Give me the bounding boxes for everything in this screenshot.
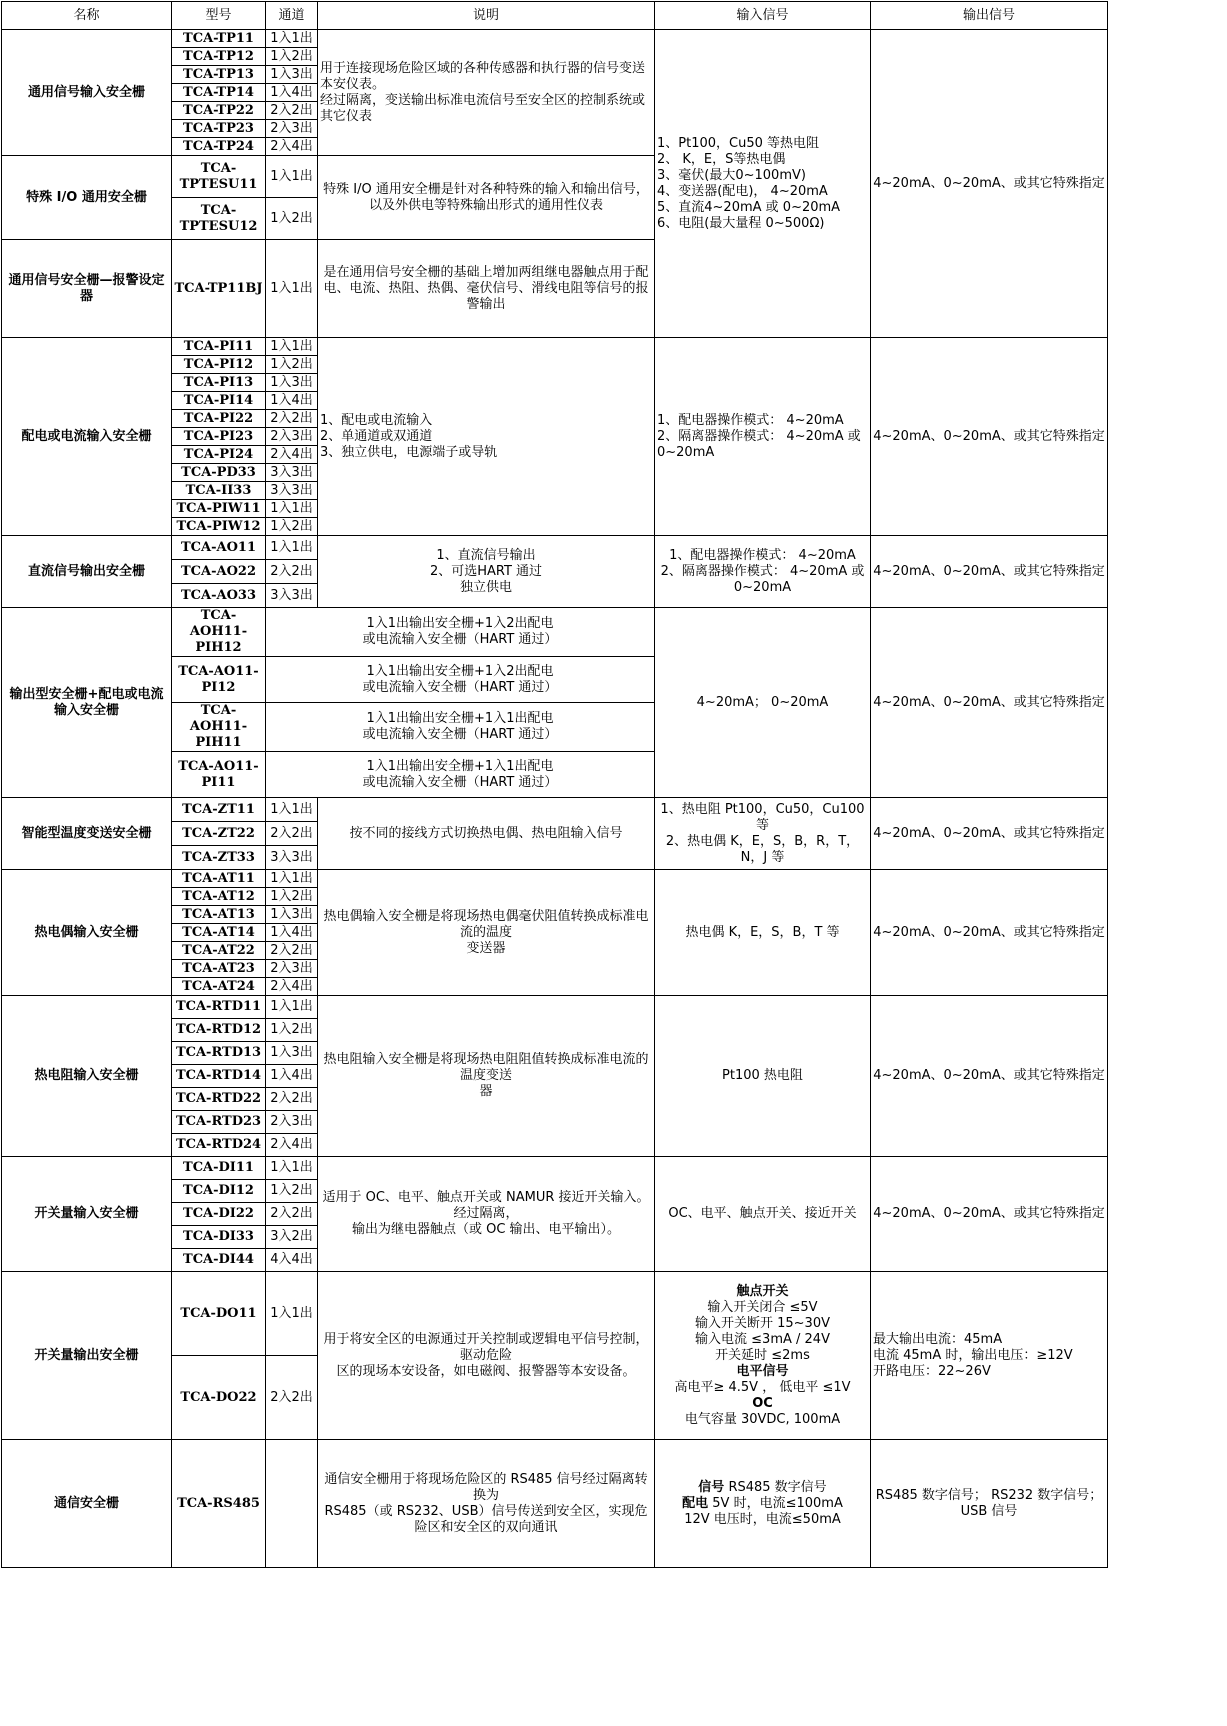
input-heading: 电平信号 [736,1363,789,1379]
table-row [2,870,1108,888]
input-heading: OC [752,1395,773,1411]
input-signal-cell: 1、配电器操作模式： 4~20mA 2、隔离器操作模式： 4~20mA 或 0~20mA [655,338,871,536]
channel-cell: 1入2出 [266,48,318,66]
channel-cell: 1入3出 [266,66,318,84]
model-cell: TCA-ZT11 [172,798,266,822]
model-cell: TCA-RTD24 [172,1134,266,1157]
input-text: 电气容量 30VDC, 100mA [684,1411,841,1427]
input-heading: 配电 [682,1495,709,1511]
model-cell: TCA-AO11- PI11 [172,752,266,798]
input-signal-cell: 1、Pt100，Cu50 等热电阻 2、 K，E，S等热电偶 3、毫伏(最大0~100mV) 4、变送器(配电)， 4~20mA 5、直流4~20mA 或 0~20mA 6、电阻(最大量程 0~500Ω) [655,30,871,338]
channel-cell: 1入2出 [266,1019,318,1042]
model-cell: TCA-DI22 [172,1203,266,1226]
header-name: 名称 [2,2,172,30]
model-cell: TCA-DI33 [172,1226,266,1249]
description-cell: 1入1出输出安全栅+1入1出配电 或电流输入安全栅（HART 通过） [266,703,655,752]
channel-cell: 4入4出 [266,1249,318,1272]
model-cell: TCA-AT13 [172,906,266,924]
channel-cell: 2入2出 [266,942,318,960]
channel-cell: 2入2出 [266,1088,318,1111]
output-signal-cell: 4~20mA、0~20mA、或其它特殊指定 [871,1157,1108,1272]
channel-cell: 2入2出 [266,1356,318,1440]
input-text: RS485 数字信号 [724,1479,827,1495]
input-text: 高电平≥ 4.5V ， 低电平 ≤1V [674,1379,851,1395]
model-cell: TCA-RTD11 [172,996,266,1019]
model-cell: TCA-PI22 [172,410,266,428]
channel-cell: 1入1出 [266,500,318,518]
channel-cell: 1入4出 [266,924,318,942]
table-row [2,1440,1108,1568]
description-cell: 是在通用信号安全栅的基础上增加两组继电器触点用于配电、电流、热阻、热偶、毫伏信号、滑线电阻等信号的报警输出 [318,240,655,338]
model-cell: TCA-DO11 [172,1272,266,1356]
model-cell: TCA-PI14 [172,392,266,410]
model-cell: TCA-RTD14 [172,1065,266,1088]
model-cell: TCA-AO22 [172,560,266,584]
input-signal-cell: 热电偶 K，E，S，B，T 等 [655,870,871,996]
channel-cell: 1入4出 [266,392,318,410]
channel-cell: 1入3出 [266,374,318,392]
description-cell: 1、配电或电流输入 2、单通道或双通道 3、独立供电，电源端子或导轨 [318,338,655,536]
input-signal-cell [655,1440,871,1568]
input-text: 5V 时，电流≤100mA 12V 电压时，电流≤50mA [684,1495,843,1527]
output-signal-cell: 4~20mA、0~20mA、或其它特殊指定 [871,996,1108,1157]
channel-cell: 2入2出 [266,102,318,120]
input-text: 输入开关闭合 ≤5V 输入开关断开 15~30V 输入电流 ≤3mA / 24V 开关延时 ≤2ms [694,1299,830,1363]
output-signal-cell: 4~20mA、0~20mA、或其它特殊指定 [871,798,1108,870]
channel-cell: 1入2出 [266,356,318,374]
model-cell: TCA-PD33 [172,464,266,482]
model-cell: TCA- TPTESU11 [172,156,266,198]
model-cell: TCA-AO11 [172,536,266,560]
model-cell: TCA-ZT22 [172,822,266,846]
channel-cell: 1入3出 [266,1042,318,1065]
model-cell: TCA-TP13 [172,66,266,84]
description-cell: 用于连接现场危险区域的各种传感器和执行器的信号变送本安仪表。 经过隔离，变送输出标准电流信号至安全区的控制系统或其它仪表 [318,30,655,156]
channel-cell: 1入1出 [266,996,318,1019]
table-row [2,608,1108,657]
model-cell: TCA-AT11 [172,870,266,888]
description-cell: 热电阻输入安全栅是将现场热电阻阻值转换成标准电流的温度变送 器 [318,996,655,1157]
description-cell: 按不同的接线方式切换热电偶、热电阻输入信号 [318,798,655,870]
group-name: 特殊 I/O 通用安全栅 [2,156,172,240]
input-signal-cell: 1、配电器操作模式： 4~20mA 2、隔离器操作模式： 4~20mA 或 0~20mA [655,536,871,608]
channel-cell: 2入2出 [266,822,318,846]
description-cell: 1、直流信号输出 2、可选HART 通过 独立供电 [318,536,655,608]
model-cell: TCA-TP11BJ [172,240,266,338]
input-heading: 信号 [698,1479,725,1495]
channel-cell: 1入1出 [266,1157,318,1180]
header-row [2,2,1108,30]
channel-cell: 2入4出 [266,978,318,996]
model-cell: TCA-II33 [172,482,266,500]
channel-cell: 3入2出 [266,1226,318,1249]
input-signal-cell: OC、电平、触点开关、接近开关 [655,1157,871,1272]
channel-cell: 1入2出 [266,1180,318,1203]
channel-cell: 2入4出 [266,138,318,156]
channel-cell: 1入4出 [266,1065,318,1088]
output-signal-cell: 4~20mA、0~20mA、或其它特殊指定 [871,338,1108,536]
model-cell: TCA-TP23 [172,120,266,138]
description-cell: 1入1出输出安全栅+1入2出配电 或电流输入安全栅（HART 通过） [266,608,655,657]
input-signal-cell: 1、热电阻 Pt100，Cu50，Cu100 等 2、热电偶 K，E，S，B，R，T，N，J 等 [655,798,871,870]
channel-cell: 1入1出 [266,536,318,560]
header-input-signal: 输入信号 [655,2,871,30]
channel-cell: 1入2出 [266,198,318,240]
group-name: 通用信号输入安全栅 [2,30,172,156]
product-table [1,1,1108,1568]
model-cell: TCA-PIW12 [172,518,266,536]
model-cell: TCA-AOH11- PIH12 [172,608,266,657]
channel-cell: 3入3出 [266,584,318,608]
header-model: 型号 [172,2,266,30]
model-cell: TCA-AOH11- PIH11 [172,703,266,752]
group-name: 配电或电流输入安全栅 [2,338,172,536]
model-cell: TCA- TPTESU12 [172,198,266,240]
model-cell: TCA-DI11 [172,1157,266,1180]
model-cell: TCA-RS485 [172,1440,266,1568]
model-cell: TCA-AT23 [172,960,266,978]
group-name: 输出型安全栅+配电或电流输入安全栅 [2,608,172,798]
channel-cell: 1入1出 [266,30,318,48]
group-name: 智能型温度变送安全栅 [2,798,172,870]
header-channel: 通道 [266,2,318,30]
model-cell: TCA-AT24 [172,978,266,996]
channel-cell: 1入3出 [266,906,318,924]
description-cell: 适用于 OC、电平、触点开关或 NAMUR 接近开关输入。 经过隔离， 输出为继电器触点（或 OC 输出、电平输出）。 [318,1157,655,1272]
model-cell: TCA-RTD13 [172,1042,266,1065]
group-name: 热电阻输入安全栅 [2,996,172,1157]
group-name: 开关量输出安全栅 [2,1272,172,1440]
channel-cell: 1入1出 [266,156,318,198]
model-cell: TCA-PI12 [172,356,266,374]
model-cell: TCA-TP14 [172,84,266,102]
input-heading: 触点开关 [736,1283,789,1299]
model-cell: TCA-RTD12 [172,1019,266,1042]
model-cell: TCA-TP24 [172,138,266,156]
model-cell: TCA-PI24 [172,446,266,464]
model-cell: TCA-DI12 [172,1180,266,1203]
channel-cell: 1入1出 [266,870,318,888]
model-cell: TCA-AO33 [172,584,266,608]
channel-cell [266,1440,318,1568]
model-cell: TCA-AO11- PI12 [172,657,266,703]
channel-cell: 2入4出 [266,446,318,464]
header-output-signal: 输出信号 [871,2,1108,30]
channel-cell: 2入3出 [266,428,318,446]
channel-cell: 1入1出 [266,240,318,338]
group-name: 通信安全栅 [2,1440,172,1568]
channel-cell: 1入1出 [266,798,318,822]
channel-cell: 1入1出 [266,338,318,356]
model-cell: TCA-PI23 [172,428,266,446]
channel-cell: 1入1出 [266,1272,318,1356]
description-cell: 通信安全栅用于将现场危险区的 RS485 信号经过隔离转换为 RS485（或 RS232、USB）信号传送到安全区，实现危险区和安全区的双向通讯 [318,1440,655,1568]
description-cell: 特殊 I/O 通用安全栅是针对各种特殊的输入和输出信号，以及外供电等特殊输出形式的通用性仪表 [318,156,655,240]
table-row [2,996,1108,1019]
table-row [2,338,1108,356]
model-cell: TCA-PI13 [172,374,266,392]
input-signal-cell: Pt100 热电阻 [655,996,871,1157]
channel-cell: 2入3出 [266,1111,318,1134]
channel-cell: 1入2出 [266,518,318,536]
model-cell: TCA-AT22 [172,942,266,960]
model-cell: TCA-ZT33 [172,846,266,870]
group-name: 直流信号输出安全栅 [2,536,172,608]
channel-cell: 1入2出 [266,888,318,906]
group-name: 热电偶输入安全栅 [2,870,172,996]
output-signal-cell: 最大输出电流：45mA 电流 45mA 时，输出电压：≥12V 开路电压：22~26V [871,1272,1108,1440]
table-row [2,1272,1108,1356]
table-row [2,30,1108,48]
channel-cell: 3入3出 [266,846,318,870]
description-cell: 热电偶输入安全栅是将现场热电偶毫伏阻值转换成标准电流的温度 变送器 [318,870,655,996]
model-cell: TCA-DI44 [172,1249,266,1272]
table-row [2,798,1108,822]
header-description: 说明 [318,2,655,30]
model-cell: TCA-PI11 [172,338,266,356]
channel-cell: 3入3出 [266,464,318,482]
channel-cell: 1入4出 [266,84,318,102]
channel-cell: 2入2出 [266,560,318,584]
model-cell: TCA-RTD23 [172,1111,266,1134]
model-cell: TCA-RTD22 [172,1088,266,1111]
model-cell: TCA-DO22 [172,1356,266,1440]
input-signal-cell: 4~20mA； 0~20mA [655,608,871,798]
model-cell: TCA-TP22 [172,102,266,120]
channel-cell: 2入4出 [266,1134,318,1157]
group-name: 开关量输入安全栅 [2,1157,172,1272]
table-row [2,1157,1108,1180]
group-name: 通用信号安全栅—报警设定器 [2,240,172,338]
output-signal-cell: 4~20mA、0~20mA、或其它特殊指定 [871,30,1108,338]
model-cell: TCA-AT14 [172,924,266,942]
input-signal-cell [655,1272,871,1440]
description-cell: 1入1出输出安全栅+1入1出配电 或电流输入安全栅（HART 通过） [266,752,655,798]
table-body [2,30,1108,1568]
model-cell: TCA-TP12 [172,48,266,66]
channel-cell: 2入2出 [266,1203,318,1226]
description-cell: 用于将安全区的电源通过开关控制或逻辑电平信号控制，驱动危险 区的现场本安设备，如电磁阀、报警器等本安设备。 [318,1272,655,1440]
channel-cell: 3入3出 [266,482,318,500]
model-cell: TCA-AT12 [172,888,266,906]
output-signal-cell: 4~20mA、0~20mA、或其它特殊指定 [871,608,1108,798]
channel-cell: 2入3出 [266,960,318,978]
channel-cell: 2入2出 [266,410,318,428]
output-signal-cell: 4~20mA、0~20mA、或其它特殊指定 [871,536,1108,608]
channel-cell: 2入3出 [266,120,318,138]
output-signal-cell: 4~20mA、0~20mA、或其它特殊指定 [871,870,1108,996]
table-row [2,536,1108,560]
model-cell: TCA-PIW11 [172,500,266,518]
output-signal-cell: RS485 数字信号； RS232 数字信号；USB 信号 [871,1440,1108,1568]
description-cell: 1入1出输出安全栅+1入2出配电 或电流输入安全栅（HART 通过） [266,657,655,703]
model-cell: TCA-TP11 [172,30,266,48]
